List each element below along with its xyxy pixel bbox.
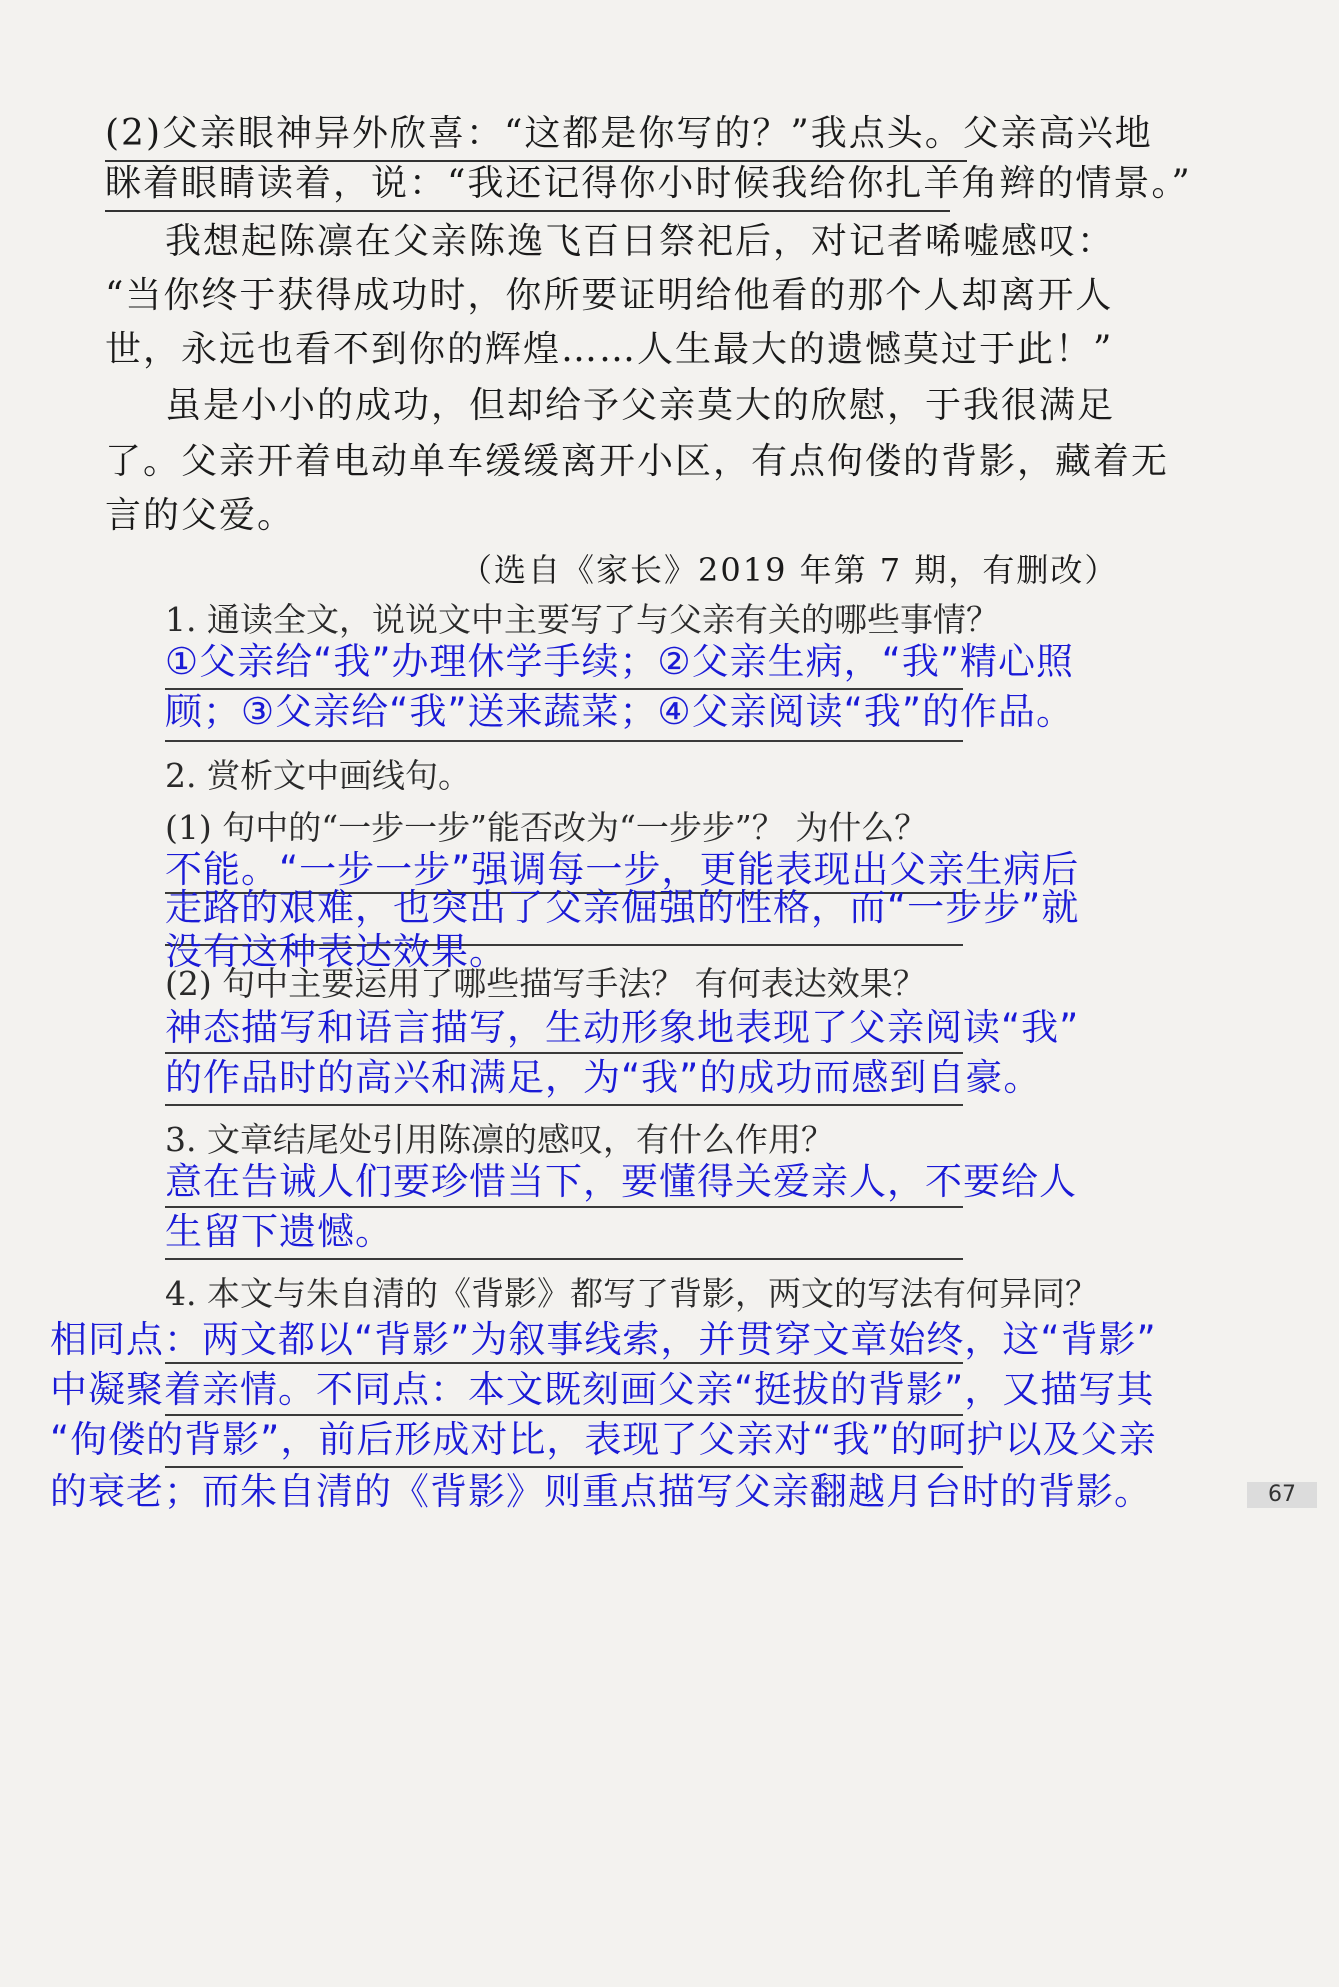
passage-line-5: 世，永远也看不到你的辉煌……人生最大的遗憾莫过于此！” [105, 329, 1114, 370]
answer-rule [165, 1362, 963, 1364]
passage-line-underlined-1: (2)父亲眼神异外欣喜：“这都是你写的？”我点头。父亲高兴地 [105, 112, 967, 162]
answer-2-1-line-3: 没有这种表达效果。 [165, 930, 507, 973]
question-3: 3. 文章结尾处引用陈凛的感叹，有什么作用？ [165, 1120, 834, 1159]
answer-2-2-line-2: 的作品时的高兴和满足，为“我”的成功而感到自豪。 [165, 1056, 1042, 1099]
question-2: 2. 赏析文中画线句。 [165, 756, 471, 795]
answer-4-line-3: “佝偻的背影”，前后形成对比，表现了父亲对“我”的呵护以及父亲 [50, 1418, 1157, 1461]
answer-2-1-line-1: 不能。“一步一步”强调每一步，更能表现出父亲生病后 [165, 848, 1080, 891]
question-1: 1. 通读全文，说说文中主要写了与父亲有关的哪些事情？ [165, 600, 999, 639]
answer-rule [165, 1052, 963, 1054]
answer-rule [165, 1466, 963, 1468]
answer-rule [165, 740, 963, 742]
answer-1-line-1: ①父亲给“我”办理休学手续；②父亲生病，“我”精心照 [165, 640, 1075, 683]
passage-line-6: 虽是小小的成功，但却给予父亲莫大的欣慰，于我很满足 [165, 385, 1116, 426]
question-2-sub-2: (2) 句中主要运用了哪些描写手法？ 有何表达效果？ [165, 964, 926, 1003]
question-2-sub-1: (1) 句中的“一步一步”能否改为“一步步”？ 为什么？ [165, 808, 928, 847]
answer-rule [165, 1258, 963, 1260]
answer-2-2-line-1: 神态描写和语言描写，生动形象地表现了父亲阅读“我” [165, 1006, 1080, 1049]
passage-line-3: 我想起陈凛在父亲陈逸飞百日祭祀后，对记者唏嘘感叹： [165, 221, 1116, 262]
answer-rule [165, 1414, 963, 1416]
answer-4-line-1: 相同点：两文都以“背影”为叙事线索，并贯穿文章始终，这“背影” [50, 1318, 1157, 1361]
passage-source: （选自《家长》2019 年第 7 期，有删改） [460, 551, 1119, 589]
passage-line-8: 言的父爱。 [105, 495, 296, 536]
answer-3-line-1: 意在告诫人们要珍惜当下，要懂得关爱亲人，不要给人 [165, 1160, 1077, 1203]
answer-1-line-2: 顾；③父亲给“我”送来蔬菜；④父亲阅读“我”的作品。 [165, 690, 1075, 733]
question-4: 4. 本文与朱自清的《背影》都写了背影，两文的写法有何异同？ [165, 1274, 1098, 1313]
passage-line-7: 了。父亲开着电动单车缓缓离开小区，有点佝偻的背影，藏着无 [105, 441, 1170, 482]
answer-4-line-2: 中凝聚着亲情。不同点：本文既刻画父亲“挺拔的背影”，又描写其 [50, 1368, 1155, 1411]
answer-3-line-2: 生留下遗憾。 [165, 1210, 393, 1253]
page-number: 67 [1247, 1482, 1317, 1508]
answer-rule [165, 1104, 963, 1106]
answer-4-line-4: 的衰老；而朱自清的《背影》则重点描写父亲翻越月台时的背影。 [50, 1470, 1152, 1513]
answer-2-1-line-2: 走路的艰难，也突出了父亲倔强的性格，而“一步步”就 [165, 886, 1080, 929]
passage-line-underlined-2: 眯着眼睛读着，说：“我还记得你小时候我给你扎羊角辫的情景。” [105, 162, 950, 212]
answer-rule [165, 1206, 963, 1208]
passage-line-4: “当你终于获得成功时，你所要证明给他看的那个人却离开人 [105, 275, 1114, 316]
